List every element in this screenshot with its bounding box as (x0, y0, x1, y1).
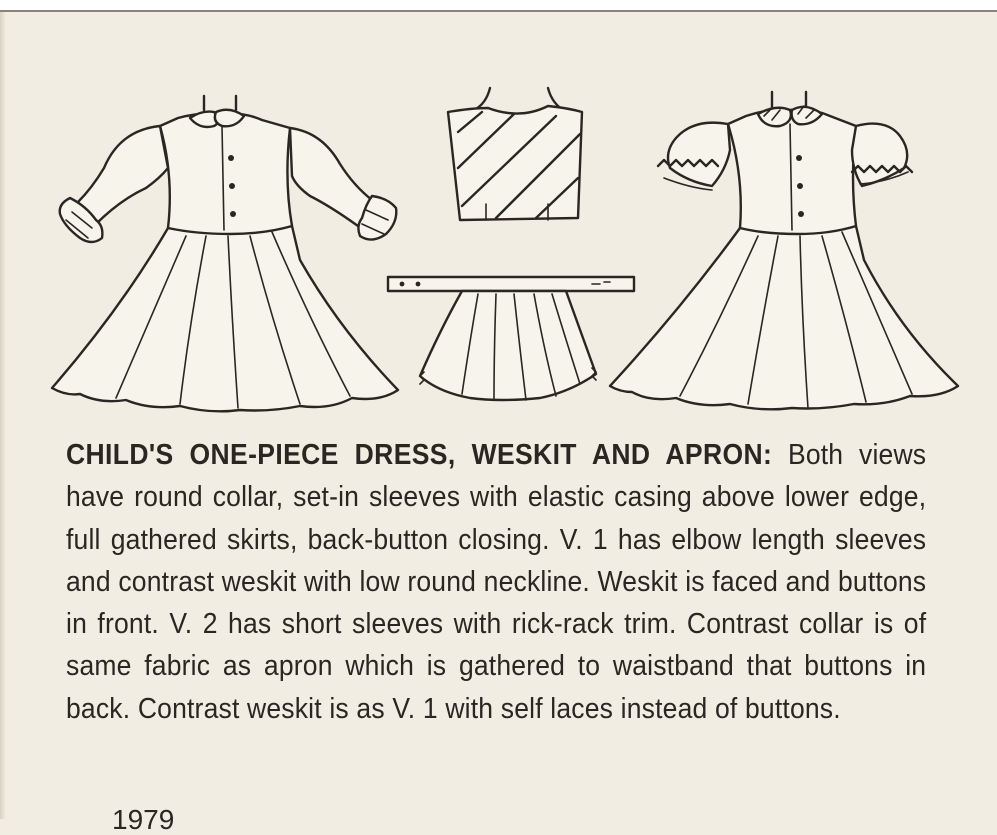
page-top-edge (0, 0, 997, 12)
description-body: Both views have round collar, set-in sleeves with elastic casing above lower edge, full gathered skirts, back-button closing. V. 1 has elbow length sleeves and contrast weskit with low round neckline. Weskit is faced and buttons in front. V. 2 has short sleeves with rick-rack trim. Contrast collar is of same fabric as apron which is gathered to waistband that buttons in back. Contrast weskit is as V. 1 with self laces instead of buttons. (66, 439, 927, 725)
weskit-drawing (448, 88, 582, 220)
pattern-description (66, 434, 926, 730)
page-left-shadow (0, 12, 6, 819)
apron-drawing (388, 277, 634, 400)
dress-short-sleeve-drawing (610, 92, 958, 409)
pattern-illustrations (40, 80, 970, 420)
dress-long-sleeve-drawing (52, 96, 398, 411)
pattern-number: 1979 (112, 804, 175, 835)
description-heading: CHILD'S ONE-PIECE DRESS, WESKIT AND APRON: (66, 439, 773, 471)
